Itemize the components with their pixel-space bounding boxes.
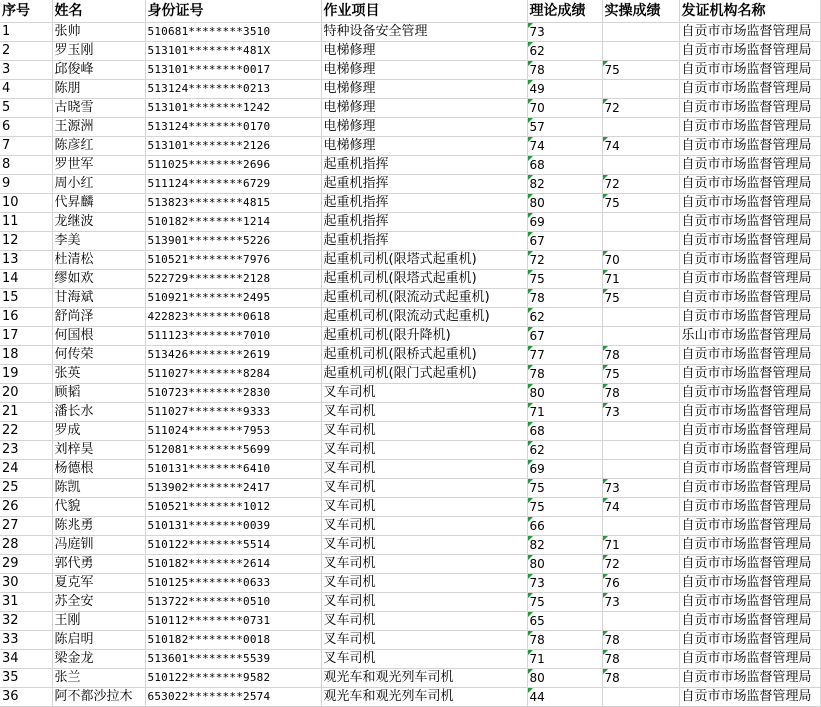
table-row	[0, 555, 820, 574]
cell-work-item[interactable]: 叉车司机	[321, 403, 527, 422]
cell-work-item[interactable]: 起重机司机(限流动式起重机)	[321, 289, 527, 308]
cell-issuing-org[interactable]: 自贡市市场监督管理局	[679, 42, 820, 61]
cell-no[interactable]: 18	[0, 346, 52, 365]
cell-issuing-org[interactable]: 自贡市市场监督管理局	[679, 384, 820, 403]
cell-name[interactable]: 阿不都沙拉木	[52, 688, 145, 707]
cell-practice-score[interactable]: 72	[602, 175, 679, 194]
table-row	[0, 498, 820, 517]
cell-id-number[interactable]: 510921********2495	[145, 289, 321, 308]
cell-work-item[interactable]: 叉车司机	[321, 650, 527, 669]
cell-theory-score[interactable]: 70	[527, 99, 602, 118]
cell-no[interactable]: 16	[0, 308, 52, 327]
cell-theory-score[interactable]: 80	[527, 555, 602, 574]
cell-theory-score[interactable]: 73	[527, 23, 602, 42]
cell-practice-score[interactable]	[602, 213, 679, 232]
cell-id-number[interactable]: 510182********2614	[145, 555, 321, 574]
cell-name[interactable]: 杜清松	[52, 251, 145, 270]
cell-theory-score[interactable]: 72	[527, 251, 602, 270]
cell-practice-score[interactable]: 74	[602, 498, 679, 517]
cell-practice-score[interactable]: 78	[602, 384, 679, 403]
cell-practice-score[interactable]: 73	[602, 403, 679, 422]
cell-work-item[interactable]: 叉车司机	[321, 498, 527, 517]
table-row	[0, 346, 820, 365]
cell-issuing-org[interactable]: 自贡市市场监督管理局	[679, 669, 820, 688]
table-row	[0, 232, 820, 251]
cell-id-number[interactable]: 513901********5226	[145, 232, 321, 251]
table-row	[0, 23, 820, 42]
cell-work-item[interactable]: 电梯修理	[321, 137, 527, 156]
cell-issuing-org[interactable]: 自贡市市场监督管理局	[679, 574, 820, 593]
table-row	[0, 118, 820, 137]
cell-issuing-org[interactable]: 自贡市市场监督管理局	[679, 403, 820, 422]
cell-work-item[interactable]: 叉车司机	[321, 555, 527, 574]
cell-practice-score[interactable]: 75	[602, 61, 679, 80]
cell-work-item[interactable]: 起重机司机(限塔式起重机)	[321, 251, 527, 270]
cell-practice-score[interactable]: 71	[602, 270, 679, 289]
table-row	[0, 384, 820, 403]
cell-no[interactable]: 34	[0, 650, 52, 669]
cell-no[interactable]: 8	[0, 156, 52, 175]
cell-work-item[interactable]: 叉车司机	[321, 517, 527, 536]
cell-practice-score[interactable]: 78	[602, 346, 679, 365]
cell-theory-score[interactable]: 62	[527, 308, 602, 327]
cell-id-number[interactable]: 511027********8284	[145, 365, 321, 384]
cell-id-number[interactable]: 513101********1242	[145, 99, 321, 118]
cell-name[interactable]: 陈朋	[52, 80, 145, 99]
cell-name[interactable]: 郭代勇	[52, 555, 145, 574]
cell-practice-score[interactable]	[602, 42, 679, 61]
cell-id-number[interactable]: 511024********7953	[145, 422, 321, 441]
cell-theory-score[interactable]: 57	[527, 118, 602, 137]
cell-no[interactable]: 13	[0, 251, 52, 270]
table-body	[0, 23, 820, 707]
cell-theory-score[interactable]: 69	[527, 460, 602, 479]
cell-id-number[interactable]: 510122********9582	[145, 669, 321, 688]
cell-theory-score[interactable]: 82	[527, 536, 602, 555]
cell-id-number[interactable]: 511027********9333	[145, 403, 321, 422]
cell-no[interactable]: 23	[0, 441, 52, 460]
cell-name[interactable]: 张帅	[52, 23, 145, 42]
cell-no[interactable]: 21	[0, 403, 52, 422]
cell-issuing-org[interactable]: 自贡市市场监督管理局	[679, 232, 820, 251]
cell-theory-score[interactable]: 78	[527, 61, 602, 80]
table-row	[0, 536, 820, 555]
cell-issuing-org[interactable]: 自贡市市场监督管理局	[679, 536, 820, 555]
cell-no[interactable]: 12	[0, 232, 52, 251]
cell-issuing-org[interactable]: 自贡市市场监督管理局	[679, 688, 820, 707]
cell-no[interactable]: 28	[0, 536, 52, 555]
cell-work-item[interactable]: 叉车司机	[321, 460, 527, 479]
cell-theory-score[interactable]: 67	[527, 327, 602, 346]
cell-work-item[interactable]: 电梯修理	[321, 42, 527, 61]
cell-practice-score[interactable]	[602, 118, 679, 137]
cell-theory-score[interactable]: 75	[527, 270, 602, 289]
cell-work-item[interactable]: 电梯修理	[321, 99, 527, 118]
table-row	[0, 251, 820, 270]
cell-name[interactable]: 潘长水	[52, 403, 145, 422]
cell-work-item[interactable]: 起重机司机(限流动式起重机)	[321, 308, 527, 327]
cell-work-item[interactable]: 起重机指挥	[321, 156, 527, 175]
cell-practice-score[interactable]: 70	[602, 251, 679, 270]
cell-theory-score[interactable]: 44	[527, 688, 602, 707]
cell-practice-score[interactable]: 78	[602, 650, 679, 669]
cell-no[interactable]: 24	[0, 460, 52, 479]
cell-theory-score[interactable]: 75	[527, 479, 602, 498]
cell-work-item[interactable]: 叉车司机	[321, 536, 527, 555]
cell-theory-score[interactable]: 62	[527, 441, 602, 460]
header-theory[interactable]: 理论成绩	[527, 0, 602, 23]
cell-id-number[interactable]: 510125********0633	[145, 574, 321, 593]
cell-practice-score[interactable]	[602, 517, 679, 536]
cell-practice-score[interactable]: 75	[602, 365, 679, 384]
cell-name[interactable]: 何传荣	[52, 346, 145, 365]
cell-id-number[interactable]: 510681********3510	[145, 23, 321, 42]
cell-practice-score[interactable]	[602, 308, 679, 327]
cell-name[interactable]: 缪如欢	[52, 270, 145, 289]
table-row	[0, 137, 820, 156]
cell-name[interactable]: 罗成	[52, 422, 145, 441]
cell-practice-score[interactable]: 76	[602, 574, 679, 593]
cell-work-item[interactable]: 电梯修理	[321, 118, 527, 137]
table-row	[0, 61, 820, 80]
cell-work-item[interactable]: 叉车司机	[321, 593, 527, 612]
cell-issuing-org[interactable]: 自贡市市场监督管理局	[679, 346, 820, 365]
cell-issuing-org[interactable]: 自贡市市场监督管理局	[679, 517, 820, 536]
cell-theory-score[interactable]: 82	[527, 175, 602, 194]
cell-id-number[interactable]: 513101********0017	[145, 61, 321, 80]
cell-id-number[interactable]: 522729********2128	[145, 270, 321, 289]
cell-theory-score[interactable]: 80	[527, 669, 602, 688]
cell-work-item[interactable]: 观光车和观光列车司机	[321, 669, 527, 688]
cell-work-item[interactable]: 叉车司机	[321, 612, 527, 631]
cell-theory-score[interactable]: 69	[527, 213, 602, 232]
cell-issuing-org[interactable]: 自贡市市场监督管理局	[679, 137, 820, 156]
cell-work-item[interactable]: 起重机指挥	[321, 175, 527, 194]
table-row	[0, 650, 820, 669]
cell-issuing-org[interactable]: 乐山市市场监督管理局	[679, 327, 820, 346]
cell-name[interactable]: 周小红	[52, 175, 145, 194]
cell-no[interactable]: 4	[0, 80, 52, 99]
table-row	[0, 156, 820, 175]
header-org[interactable]: 发证机构名称	[679, 0, 820, 23]
cell-id-number[interactable]: 513101********2126	[145, 137, 321, 156]
cell-issuing-org[interactable]: 自贡市市场监督管理局	[679, 118, 820, 137]
cell-name[interactable]: 邱俊峰	[52, 61, 145, 80]
cell-name[interactable]: 夏克军	[52, 574, 145, 593]
cell-name[interactable]: 王刚	[52, 612, 145, 631]
cell-theory-score[interactable]: 78	[527, 631, 602, 650]
cell-issuing-org[interactable]: 自贡市市场监督管理局	[679, 479, 820, 498]
cell-name[interactable]: 顾韬	[52, 384, 145, 403]
cell-practice-score[interactable]: 72	[602, 99, 679, 118]
cell-no[interactable]: 14	[0, 270, 52, 289]
cell-id-number[interactable]: 513124********0213	[145, 80, 321, 99]
cell-issuing-org[interactable]: 自贡市市场监督管理局	[679, 289, 820, 308]
table-row	[0, 270, 820, 289]
table-row	[0, 327, 820, 346]
cell-work-item[interactable]: 起重机司机(限门式起重机)	[321, 365, 527, 384]
cell-practice-score[interactable]: 78	[602, 669, 679, 688]
cell-issuing-org[interactable]: 自贡市市场监督管理局	[679, 99, 820, 118]
table-row	[0, 403, 820, 422]
cell-id-number[interactable]: 513823********4815	[145, 194, 321, 213]
table-row	[0, 80, 820, 99]
cell-practice-score[interactable]: 75	[602, 194, 679, 213]
cell-issuing-org[interactable]: 自贡市市场监督管理局	[679, 175, 820, 194]
cell-practice-score[interactable]	[602, 23, 679, 42]
cell-issuing-org[interactable]: 自贡市市场监督管理局	[679, 555, 820, 574]
cell-practice-score[interactable]	[602, 327, 679, 346]
cell-no[interactable]: 27	[0, 517, 52, 536]
cell-name[interactable]: 王源洲	[52, 118, 145, 137]
header-no[interactable]: 序号	[0, 0, 52, 23]
cell-id-number[interactable]: 510131********6410	[145, 460, 321, 479]
cell-work-item[interactable]: 电梯修理	[321, 80, 527, 99]
cell-name[interactable]: 陈兆勇	[52, 517, 145, 536]
cell-id-number[interactable]: 510521********1012	[145, 498, 321, 517]
cell-practice-score[interactable]	[602, 232, 679, 251]
cell-practice-score[interactable]	[602, 156, 679, 175]
cell-work-item[interactable]: 起重机司机(限桥式起重机)	[321, 346, 527, 365]
cell-name[interactable]: 甘海斌	[52, 289, 145, 308]
cell-name[interactable]: 杨德根	[52, 460, 145, 479]
cell-no[interactable]: 10	[0, 194, 52, 213]
cell-no[interactable]: 32	[0, 612, 52, 631]
table-row	[0, 479, 820, 498]
header-row	[0, 0, 820, 23]
cell-issuing-org[interactable]: 自贡市市场监督管理局	[679, 270, 820, 289]
cell-no[interactable]: 15	[0, 289, 52, 308]
cell-practice-score[interactable]: 73	[602, 593, 679, 612]
cell-issuing-org[interactable]: 自贡市市场监督管理局	[679, 593, 820, 612]
cell-practice-score[interactable]: 75	[602, 289, 679, 308]
cell-theory-score[interactable]: 66	[527, 517, 602, 536]
cell-theory-score[interactable]: 75	[527, 498, 602, 517]
cell-issuing-org[interactable]: 自贡市市场监督管理局	[679, 23, 820, 42]
cell-id-number[interactable]: 513426********2619	[145, 346, 321, 365]
cell-name[interactable]: 冯庭钏	[52, 536, 145, 555]
cell-practice-score[interactable]: 74	[602, 137, 679, 156]
cell-name[interactable]: 陈彦红	[52, 137, 145, 156]
cell-id-number[interactable]: 510112********0731	[145, 612, 321, 631]
table-row	[0, 574, 820, 593]
cell-practice-score[interactable]: 71	[602, 536, 679, 555]
cell-no[interactable]: 35	[0, 669, 52, 688]
cell-name[interactable]: 何国根	[52, 327, 145, 346]
cell-work-item[interactable]: 叉车司机	[321, 574, 527, 593]
cell-work-item[interactable]: 叉车司机	[321, 631, 527, 650]
cell-theory-score[interactable]: 67	[527, 232, 602, 251]
cell-work-item[interactable]: 叉车司机	[321, 441, 527, 460]
cell-id-number[interactable]: 510182********1214	[145, 213, 321, 232]
cell-issuing-org[interactable]: 自贡市市场监督管理局	[679, 460, 820, 479]
cell-no[interactable]: 30	[0, 574, 52, 593]
cell-theory-score[interactable]: 74	[527, 137, 602, 156]
table-row	[0, 42, 820, 61]
cell-theory-score[interactable]: 78	[527, 365, 602, 384]
cell-no[interactable]: 5	[0, 99, 52, 118]
cell-work-item[interactable]: 起重机指挥	[321, 232, 527, 251]
cell-theory-score[interactable]: 80	[527, 194, 602, 213]
cell-work-item[interactable]: 叉车司机	[321, 384, 527, 403]
cell-issuing-org[interactable]: 自贡市市场监督管理局	[679, 213, 820, 232]
cell-id-number[interactable]: 510521********7976	[145, 251, 321, 270]
cell-name[interactable]: 张兰	[52, 669, 145, 688]
cell-id-number[interactable]: 511025********2696	[145, 156, 321, 175]
cell-no[interactable]: 3	[0, 61, 52, 80]
cell-issuing-org[interactable]: 自贡市市场监督管理局	[679, 612, 820, 631]
table-row	[0, 308, 820, 327]
cell-theory-score[interactable]: 65	[527, 612, 602, 631]
cell-issuing-org[interactable]: 自贡市市场监督管理局	[679, 422, 820, 441]
cell-practice-score[interactable]	[602, 441, 679, 460]
cell-theory-score[interactable]: 75	[527, 593, 602, 612]
cell-id-number[interactable]: 513124********0170	[145, 118, 321, 137]
cell-no[interactable]: 29	[0, 555, 52, 574]
cell-name[interactable]: 龙继波	[52, 213, 145, 232]
cell-id-number[interactable]: 653022********2574	[145, 688, 321, 707]
cell-no[interactable]: 7	[0, 137, 52, 156]
cell-practice-score[interactable]	[602, 80, 679, 99]
cell-name[interactable]: 刘梓昊	[52, 441, 145, 460]
cell-id-number[interactable]: 510182********0018	[145, 631, 321, 650]
table-row	[0, 365, 820, 384]
cell-name[interactable]: 代貌	[52, 498, 145, 517]
cell-name[interactable]: 李美	[52, 232, 145, 251]
cell-no[interactable]: 33	[0, 631, 52, 650]
table-row	[0, 213, 820, 232]
cell-issuing-org[interactable]: 自贡市市场监督管理局	[679, 61, 820, 80]
cell-no[interactable]: 22	[0, 422, 52, 441]
cell-issuing-org[interactable]: 自贡市市场监督管理局	[679, 631, 820, 650]
table-row	[0, 517, 820, 536]
cell-id-number[interactable]: 511123********7010	[145, 327, 321, 346]
cell-issuing-org[interactable]: 自贡市市场监督管理局	[679, 498, 820, 517]
cell-practice-score[interactable]	[602, 612, 679, 631]
cell-theory-score[interactable]: 71	[527, 403, 602, 422]
cell-practice-score[interactable]: 73	[602, 479, 679, 498]
cell-work-item[interactable]: 观光车和观光列车司机	[321, 688, 527, 707]
cell-id-number[interactable]: 513902********2417	[145, 479, 321, 498]
table-row	[0, 99, 820, 118]
header-item[interactable]: 作业项目	[321, 0, 527, 23]
table-row	[0, 612, 820, 631]
cell-theory-score[interactable]: 73	[527, 574, 602, 593]
cell-no[interactable]: 26	[0, 498, 52, 517]
cell-theory-score[interactable]: 80	[527, 384, 602, 403]
table-row	[0, 194, 820, 213]
cell-name[interactable]: 罗玉刚	[52, 42, 145, 61]
cell-no[interactable]: 25	[0, 479, 52, 498]
cell-name[interactable]: 古晓雪	[52, 99, 145, 118]
cell-id-number[interactable]: 512081********5699	[145, 441, 321, 460]
cell-theory-score[interactable]: 71	[527, 650, 602, 669]
cell-no[interactable]: 1	[0, 23, 52, 42]
table-row	[0, 422, 820, 441]
cell-issuing-org[interactable]: 自贡市市场监督管理局	[679, 194, 820, 213]
cell-name[interactable]: 陈启明	[52, 631, 145, 650]
cell-no[interactable]: 19	[0, 365, 52, 384]
cell-issuing-org[interactable]: 自贡市市场监督管理局	[679, 80, 820, 99]
table-row	[0, 631, 820, 650]
cell-practice-score[interactable]	[602, 422, 679, 441]
cell-work-item[interactable]: 起重机司机(限塔式起重机)	[321, 270, 527, 289]
cell-practice-score[interactable]	[602, 460, 679, 479]
cell-no[interactable]: 2	[0, 42, 52, 61]
cell-theory-score[interactable]: 68	[527, 422, 602, 441]
cell-work-item[interactable]: 电梯修理	[321, 61, 527, 80]
table-row	[0, 441, 820, 460]
cell-issuing-org[interactable]: 自贡市市场监督管理局	[679, 365, 820, 384]
cell-id-number[interactable]: 513722********0510	[145, 593, 321, 612]
cell-id-number[interactable]: 422823********0618	[145, 308, 321, 327]
cell-name[interactable]: 张英	[52, 365, 145, 384]
cell-practice-score[interactable]	[602, 688, 679, 707]
cell-work-item[interactable]: 特种设备安全管理	[321, 23, 527, 42]
table-row	[0, 593, 820, 612]
cell-no[interactable]: 17	[0, 327, 52, 346]
cell-practice-score[interactable]: 78	[602, 631, 679, 650]
cell-work-item[interactable]: 起重机司机(限升降机)	[321, 327, 527, 346]
header-id[interactable]: 身份证号	[145, 0, 321, 23]
cell-no[interactable]: 31	[0, 593, 52, 612]
cell-work-item[interactable]: 叉车司机	[321, 422, 527, 441]
cell-id-number[interactable]: 513601********5539	[145, 650, 321, 669]
cell-name[interactable]: 舒尚泽	[52, 308, 145, 327]
cell-theory-score[interactable]: 62	[527, 42, 602, 61]
cell-name[interactable]: 苏全安	[52, 593, 145, 612]
table-row	[0, 669, 820, 688]
header-name[interactable]: 姓名	[52, 0, 145, 23]
cell-work-item[interactable]: 叉车司机	[321, 479, 527, 498]
cell-theory-score[interactable]: 49	[527, 80, 602, 99]
cell-work-item[interactable]: 起重机指挥	[321, 213, 527, 232]
cell-id-number[interactable]: 511124********6729	[145, 175, 321, 194]
cell-no[interactable]: 36	[0, 688, 52, 707]
cell-no[interactable]: 11	[0, 213, 52, 232]
cell-issuing-org[interactable]: 自贡市市场监督管理局	[679, 251, 820, 270]
cell-no[interactable]: 6	[0, 118, 52, 137]
cell-work-item[interactable]: 起重机指挥	[321, 194, 527, 213]
cell-id-number[interactable]: 510723********2830	[145, 384, 321, 403]
cell-practice-score[interactable]: 72	[602, 555, 679, 574]
cell-name[interactable]: 梁金龙	[52, 650, 145, 669]
cell-name[interactable]: 陈凯	[52, 479, 145, 498]
cell-name[interactable]: 罗世军	[52, 156, 145, 175]
cell-name[interactable]: 代昇麟	[52, 194, 145, 213]
cell-theory-score[interactable]: 77	[527, 346, 602, 365]
cell-issuing-org[interactable]: 自贡市市场监督管理局	[679, 650, 820, 669]
cell-no[interactable]: 9	[0, 175, 52, 194]
header-practice[interactable]: 实操成绩	[602, 0, 679, 23]
cell-id-number[interactable]: 510122********5514	[145, 536, 321, 555]
cell-theory-score[interactable]: 78	[527, 289, 602, 308]
cell-issuing-org[interactable]: 自贡市市场监督管理局	[679, 308, 820, 327]
cell-issuing-org[interactable]: 自贡市市场监督管理局	[679, 441, 820, 460]
cell-issuing-org[interactable]: 自贡市市场监督管理局	[679, 156, 820, 175]
table-row	[0, 688, 820, 707]
table-row	[0, 460, 820, 479]
cell-theory-score[interactable]: 68	[527, 156, 602, 175]
cell-no[interactable]: 20	[0, 384, 52, 403]
cell-id-number[interactable]: 510131********0039	[145, 517, 321, 536]
cell-id-number[interactable]: 513101********481X	[145, 42, 321, 61]
table-row	[0, 175, 820, 194]
table-row	[0, 289, 820, 308]
